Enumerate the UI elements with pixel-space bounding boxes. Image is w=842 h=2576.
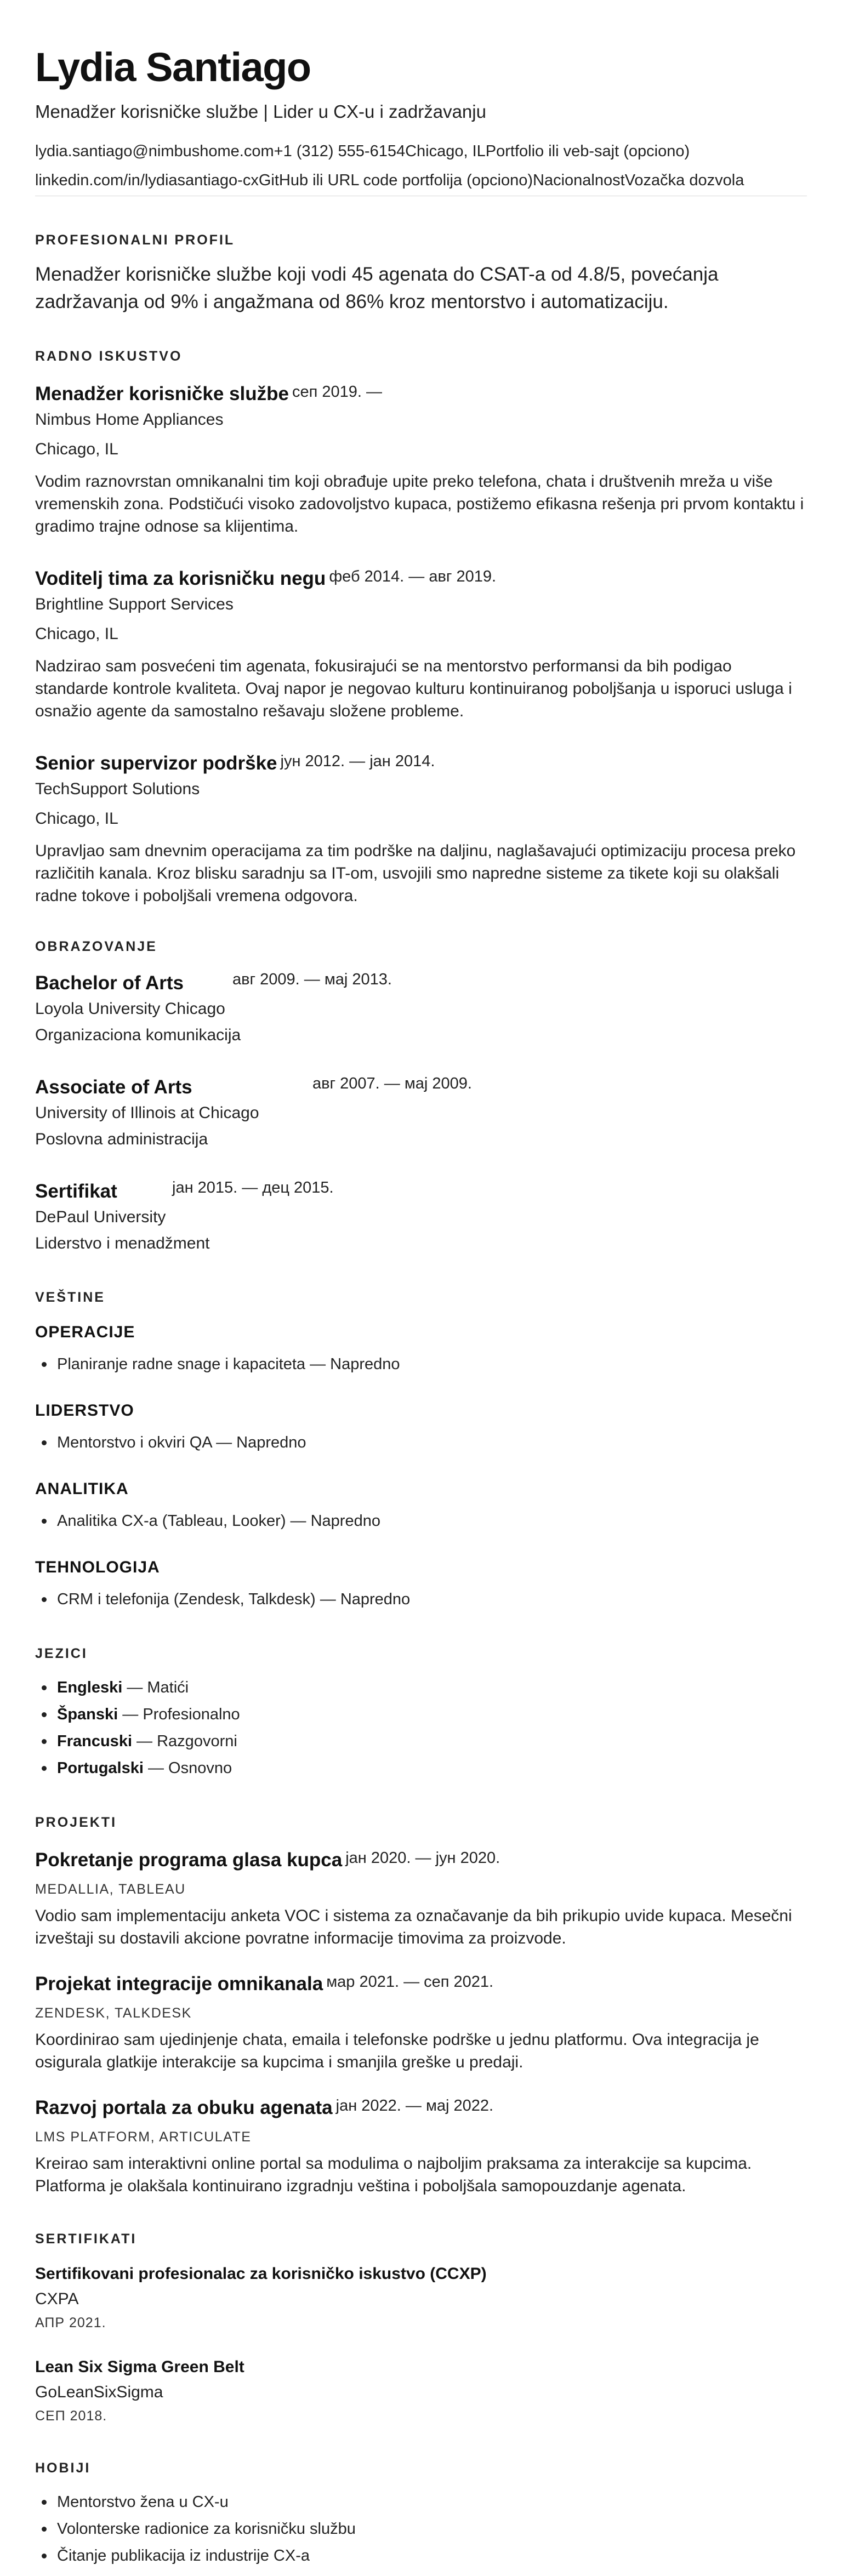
- language-item: [35, 1701, 807, 1728]
- certification-issuer: CXPA: [35, 2290, 79, 2308]
- resume-header: [35, 43, 807, 196]
- experience-company: TechSupport Solutions: [35, 780, 200, 798]
- skill-item: CRM i telefonija (Zendesk, Talkdesk) — Napredno: [35, 1586, 807, 1613]
- skill-category: LIDERSTVO: [35, 1401, 134, 1420]
- language-item: [35, 1728, 807, 1755]
- project-tools: LMS PLATFORM, ARTICULATE: [35, 2129, 252, 2145]
- education-school: University of Illinois at Chicago: [35, 1104, 259, 1122]
- section-title-experience: RADNO ISKUSTVO: [35, 349, 183, 364]
- project-tools: MEDALLIA, TABLEAU: [35, 1882, 186, 1897]
- contact-row-primary: [35, 140, 807, 162]
- skill-category: ANALITIKA: [35, 1480, 129, 1498]
- experience-dates: сеп 2019. —: [292, 383, 382, 401]
- contact-github[interactable]: GitHub ili URL code portfolija (opciono): [258, 172, 533, 189]
- candidate-name: Lydia Santiago: [35, 44, 311, 90]
- experience-role: Menadžer korisničke službe: [35, 383, 289, 404]
- project-description: Kreirao sam interaktivni online portal sa modulima o najboljim praksama za interakcije sa kupcima. Platforma je olakšala kontinuirano izgradnju veština i poboljšala samopouzdanje agenata.: [35, 2155, 752, 2195]
- certification-date: АПР 2021.: [35, 2315, 106, 2330]
- skill-item: Planiranje radne snage i kapaciteta — Napredno: [35, 1351, 807, 1378]
- section-title-summary: PROFESIONALNI PROFIL: [35, 232, 235, 248]
- project-entry: [35, 1971, 807, 2073]
- experience-entry: [35, 751, 807, 907]
- education-entry: [35, 971, 807, 1048]
- candidate-headline: Menadžer korisničke službe | Lider u CX-u i zadržavanju: [35, 101, 486, 122]
- certification-entry: [35, 2262, 807, 2333]
- education-degree: Associate of Arts: [35, 1076, 192, 1098]
- section-title-projects: PROJEKTI: [35, 1815, 117, 1830]
- summary-text: Menadžer korisničke službe koji vodi 45 agenata do CSAT-a od 4.8/5, povećanja zadržavanja od 9% i angažmana od 86% kroz mentorstvo i automatizaciju.: [35, 264, 719, 312]
- certification-name: Sertifikovani profesionalac za korisničko iskustvo (CCXP): [35, 2265, 487, 2283]
- experience-role: Voditelj tima za korisničku negu: [35, 568, 326, 589]
- project-dates: мар 2021. — сеп 2021.: [326, 1973, 494, 1991]
- experience-location: Chicago, IL: [35, 625, 118, 643]
- section-title-hobbies: HOBIJI: [35, 2460, 91, 2476]
- experience-dates: феб 2014. — авг 2019.: [329, 568, 497, 585]
- hobby-item: Čitanje publikacija iz industrije CX-a: [35, 2543, 807, 2569]
- contact-phone[interactable]: +1 (312) 555-6154: [274, 143, 406, 160]
- contact-nationality: Nacionalnost: [533, 172, 625, 189]
- project-name: Pokretanje programa glasa kupca: [35, 1849, 343, 1871]
- education-dates: авг 2007. — мај 2009.: [312, 1075, 472, 1092]
- project-tools: ZENDESK, TALKDESK: [35, 2005, 192, 2021]
- skill-group: [35, 1321, 807, 1378]
- project-entry: [35, 2095, 807, 2197]
- project-dates: јан 2022. — мај 2022.: [335, 2097, 494, 2115]
- project-entry: [35, 1848, 807, 1950]
- skill-item: Mentorstvo i okviri QA — Napredno: [35, 1429, 807, 1456]
- project-description: Vodio sam implementaciju anketa VOC i sistema za označavanje da bih prikupio uvide kupaca. Mesečni izveštaji su dostavili akcione povratne informacije timovima za proizvode.: [35, 1907, 792, 1947]
- language-item: [35, 1755, 807, 1782]
- section-title-certifications: SERTIFIKATI: [35, 2231, 137, 2247]
- contact-license: Vozačka dozvola: [624, 172, 744, 189]
- experience-company: Brightline Support Services: [35, 595, 234, 613]
- project-dates: јан 2020. — јун 2020.: [345, 1849, 500, 1867]
- hobbies-section: [35, 2459, 807, 2569]
- contact-linkedin[interactable]: linkedin.com/in/lydiasantiago-cx: [35, 172, 259, 189]
- certifications-section: [35, 2230, 807, 2426]
- experience-dates: јун 2012. — јан 2014.: [280, 753, 435, 770]
- certification-name: Lean Six Sigma Green Belt: [35, 2358, 244, 2376]
- language-level: — Osnovno: [143, 1759, 232, 1777]
- experience-location: Chicago, IL: [35, 810, 118, 828]
- skill-item: Analitika CX-a (Tableau, Looker) — Napredno: [35, 1508, 807, 1535]
- education-school: Loyola University Chicago: [35, 1000, 225, 1018]
- education-dates: авг 2009. — мај 2013.: [232, 971, 392, 988]
- language-item: [35, 1674, 807, 1701]
- language-name: Portugalski: [57, 1759, 144, 1777]
- hobby-item: Mentorstvo žena u CX-u: [35, 2489, 807, 2516]
- skill-category: TEHNOLOGIJA: [35, 1558, 160, 1576]
- contact-location: Chicago, IL: [405, 143, 486, 160]
- skill-group: [35, 1400, 807, 1456]
- skills-section: [35, 1289, 807, 1613]
- skill-category: OPERACIJE: [35, 1323, 135, 1341]
- language-name: Španski: [57, 1706, 118, 1723]
- project-name: Razvoj portala za obuku agenata: [35, 2097, 333, 2118]
- skill-group: [35, 1557, 807, 1613]
- experience-location: Chicago, IL: [35, 440, 118, 458]
- experience-entry: [35, 566, 807, 722]
- summary-section: [35, 231, 807, 316]
- education-school: DePaul University: [35, 1208, 166, 1226]
- certification-issuer: GoLeanSixSigma: [35, 2383, 163, 2401]
- project-name: Projekat integracije omnikanala: [35, 1973, 323, 1994]
- skill-group: [35, 1478, 807, 1535]
- education-field: Liderstvo i menadžment: [35, 1234, 210, 1252]
- education-entry: [35, 1179, 807, 1257]
- certification-date: СЕП 2018.: [35, 2408, 107, 2424]
- education-field: Organizaciona komunikacija: [35, 1026, 241, 1044]
- education-dates: јан 2015. — дец 2015.: [172, 1179, 334, 1196]
- education-field: Poslovna administracija: [35, 1130, 208, 1148]
- language-name: Francuski: [57, 1732, 132, 1750]
- language-level: — Profesionalno: [118, 1706, 240, 1723]
- experience-entry: [35, 381, 807, 538]
- education-degree: Bachelor of Arts: [35, 972, 184, 994]
- projects-section: [35, 1814, 807, 2197]
- education-entry: [35, 1075, 807, 1153]
- languages-section: [35, 1645, 807, 1782]
- project-description: Koordinirao sam ujedinjenje chata, emaila i telefonske podrške u jednu platformu. Ova integracija je osigurala glatkije interakcije sa kupcima i smanjila greške u predaji.: [35, 2031, 759, 2071]
- contact-row-secondary: [35, 169, 807, 196]
- experience-description: Nadzirao sam posvećeni tim agenata, fokusirajući se na mentorstvo performansi da bih podigao standarde kontrole kvaliteta. Ovaj napor je negovao kulturu kontinuiranog poboljšanja u isporuci usluga i osnažio agente da samostalno rešavaju složene probleme.: [35, 657, 792, 720]
- section-title-languages: JEZICI: [35, 1646, 88, 1661]
- contact-email[interactable]: lydia.santiago@nimbushome.com: [35, 143, 274, 160]
- language-name: Engleski: [57, 1679, 123, 1696]
- experience-role: Senior supervizor podrške: [35, 753, 277, 774]
- contact-portfolio[interactable]: Portfolio ili veb-sajt (opciono): [485, 143, 690, 160]
- education-degree: Sertifikat: [35, 1181, 117, 1202]
- education-section: [35, 938, 807, 1257]
- experience-section: [35, 347, 807, 907]
- experience-description: Vodim raznovrstan omnikanalni tim koji obrađuje upite preko telefona, chata i društvenih mreža u više vremenskih zona. Podstičući visoko zadovoljstvo kupaca, postižemo efikasna rešenja pri prvom kontaktu i gradimo trajne odnose sa klijentima.: [35, 472, 804, 535]
- section-title-education: OBRAZOVANJE: [35, 939, 157, 954]
- language-level: — Matići: [122, 1679, 189, 1696]
- hobby-item: Volonterske radionice za korisničku službu: [35, 2516, 807, 2543]
- language-level: — Razgovorni: [132, 1732, 237, 1750]
- section-title-skills: VEŠTINE: [35, 1290, 105, 1305]
- certification-entry: [35, 2355, 807, 2426]
- experience-company: Nimbus Home Appliances: [35, 411, 224, 429]
- experience-description: Upravljao sam dnevnim operacijama za tim podrške na daljinu, naglašavajući optimizaciju procesa preko različitih kanala. Kroz blisku saradnju sa IT-om, usvojili smo napredne sisteme za tikete koji su olakšali radne tokove i poboljšali vremena odgovora.: [35, 842, 796, 905]
